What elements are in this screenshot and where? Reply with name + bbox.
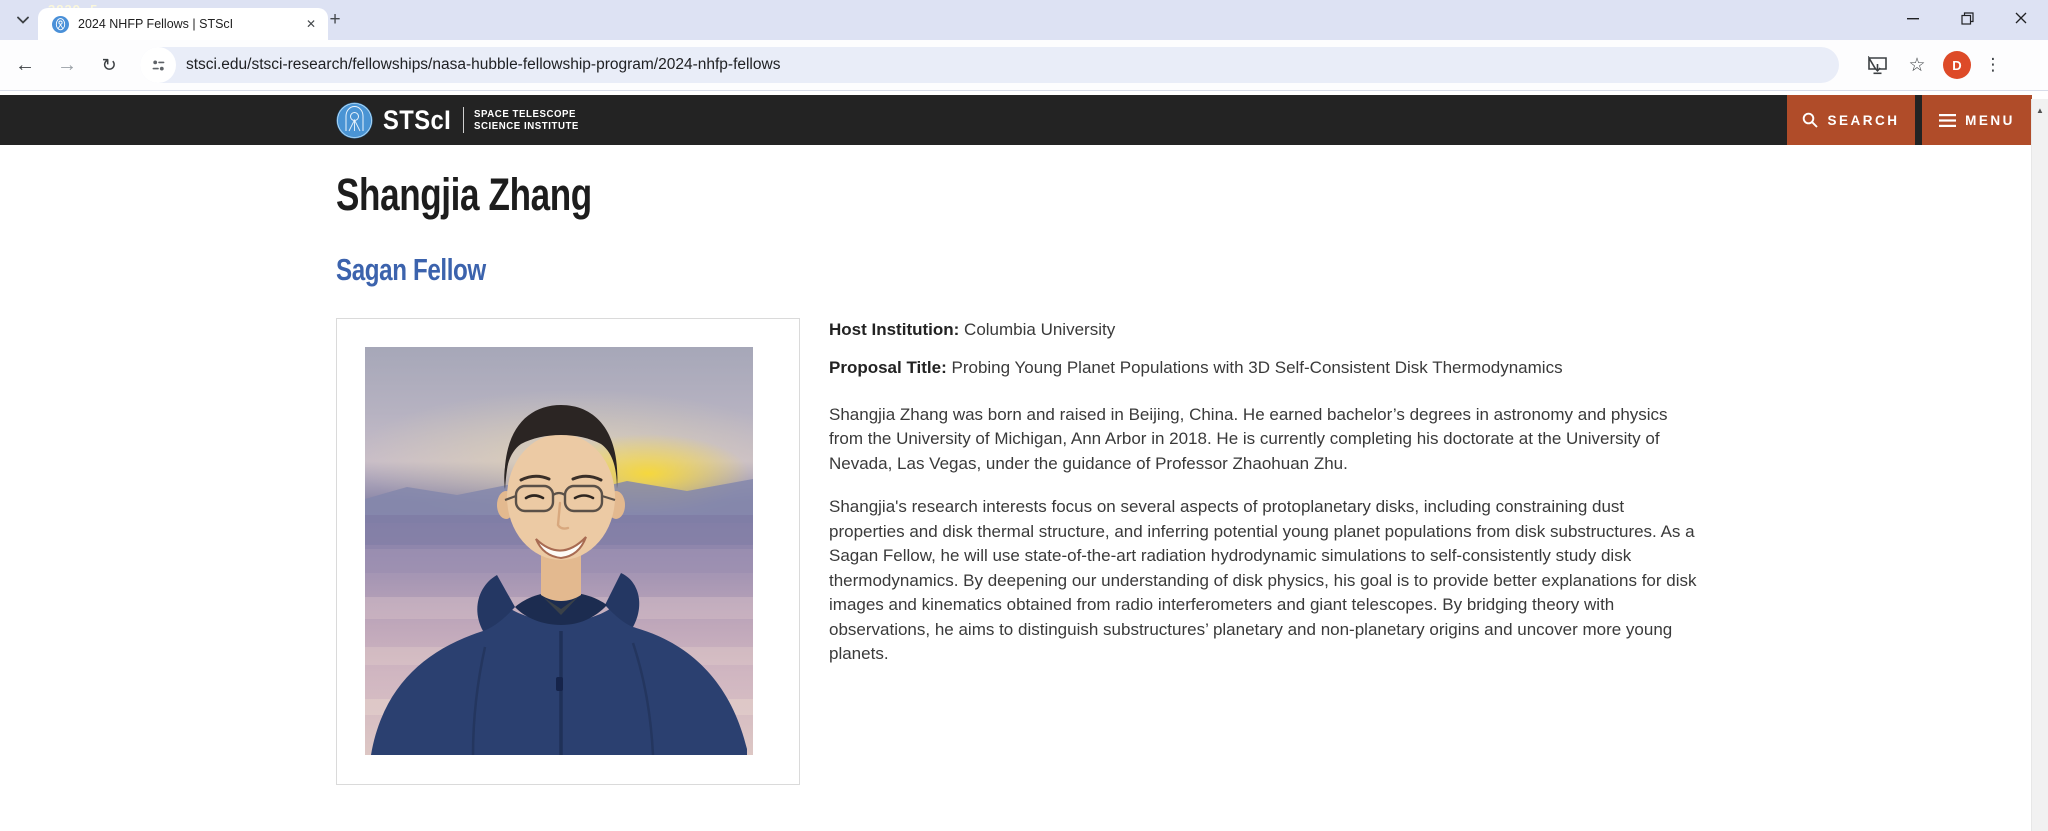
- back-button[interactable]: ←: [15, 53, 35, 76]
- scrollbar-up-arrow[interactable]: ▲: [2036, 106, 2044, 115]
- url-text[interactable]: stsci.edu/stsci-research/fellowships/nasa-hubble-fellowship-program/2024-nhfp-fellows: [186, 56, 781, 73]
- tab-title: 2024 NHFP Fellows | STScI: [78, 17, 234, 31]
- tab-close-button[interactable]: ✕: [305, 17, 317, 31]
- window-minimize-button[interactable]: [1886, 0, 1940, 36]
- window-close-button[interactable]: [1994, 0, 2048, 36]
- fellow-profile: [336, 318, 2048, 785]
- site-menu-button[interactable]: MENU: [1922, 95, 2032, 145]
- bio-paragraph-1: Shangjia Zhang was born and raised in Beijing, China. He earned bachelor’s degrees in astronomy and physics from the University of Michigan, Ann Arbor in 2018. He is currently completing his doctorate at the University of Nevada, Las Vegas, under the guidance of Professor Zhaohuan Zhu.: [829, 404, 1668, 473]
- reload-button[interactable]: ↻: [101, 54, 117, 75]
- bookmark-star-button[interactable]: ☆: [1908, 54, 1926, 76]
- site-search-button[interactable]: SEARCH: [1787, 95, 1915, 145]
- bio-paragraph-2: Shangjia's research interests focus on several aspects of protoplanetary disks, including constraining dust properties and disk thermal structure, and inferring potential young planet populations from disk substructures. As a Sagan Fellow, he will use state-of-the-art radiation hydrodynamic simulations to self-consistently study disk thermodynamics. By deepening our understanding of disk physics, his goal is to provide better explanations for disk images and kinematics obtained from radio interferometers and giant telescopes. By bridging theory with observations, he aims to distinguish substructures’ planetary and non-planetary origins and uncover more young planets.: [829, 497, 1697, 664]
- logo-divider: [463, 107, 465, 133]
- minimize-icon: [1907, 12, 1919, 24]
- site-settings-icon: [150, 57, 167, 74]
- install-app-button[interactable]: [1865, 53, 1889, 77]
- toolbar-action-icons: [1865, 53, 1929, 77]
- logo-subtitle: SPACE TELESCOPE SCIENCE INSTITUTE: [474, 108, 579, 132]
- portrait-photo: [365, 347, 753, 755]
- window-controls: [1886, 0, 2048, 40]
- proposal-title-line: [829, 356, 1701, 380]
- page-title: Shangjia Zhang: [336, 169, 592, 220]
- host-institution-label: Host Institution:: [829, 320, 960, 339]
- stsci-seal-icon: [336, 102, 373, 139]
- install-icon: [1867, 56, 1888, 75]
- page-viewport: [0, 95, 2048, 831]
- article-content: [0, 145, 2048, 785]
- browser-toolbar: [0, 40, 2048, 91]
- logo-acronym: STScI: [383, 104, 452, 135]
- restore-icon: [1961, 12, 1974, 25]
- stsci-favicon-icon: [52, 16, 69, 33]
- proposal-title-value: Probing Young Planet Populations with 3D Self-Consistent Disk Thermodynamics: [951, 358, 1563, 378]
- stsci-logo[interactable]: [336, 95, 588, 145]
- portrait-card: [336, 318, 800, 785]
- browser-tab-active[interactable]: [38, 8, 328, 40]
- search-icon: [1802, 112, 1818, 128]
- chevron-down-icon: [17, 16, 29, 24]
- proposal-title-label: Proposal Title:: [829, 358, 947, 378]
- header-spacer: [588, 95, 1787, 145]
- fellowship-title: Sagan Fellow: [336, 252, 486, 287]
- tab-search-chevron-button[interactable]: [10, 7, 36, 33]
- forward-button[interactable]: →: [57, 53, 77, 76]
- portrait-illustration: [365, 347, 753, 755]
- browser-menu-button[interactable]: ⋮: [1984, 55, 2002, 74]
- tab-strip: [0, 0, 2048, 40]
- window-restore-button[interactable]: [1940, 0, 1994, 36]
- profile-avatar[interactable]: D: [1943, 51, 1971, 79]
- host-institution-value: Columbia University: [964, 320, 1116, 339]
- hamburger-icon: [1939, 114, 1956, 127]
- site-info-button[interactable]: [140, 47, 176, 83]
- fellow-bio: [829, 318, 1701, 686]
- new-tab-button[interactable]: +: [329, 9, 341, 30]
- address-bar[interactable]: [140, 47, 1839, 83]
- close-icon: [2015, 12, 2027, 24]
- host-institution-line: [829, 318, 1701, 342]
- page-scrollbar[interactable]: [2031, 99, 2048, 831]
- stsci-site-header: [0, 95, 2032, 145]
